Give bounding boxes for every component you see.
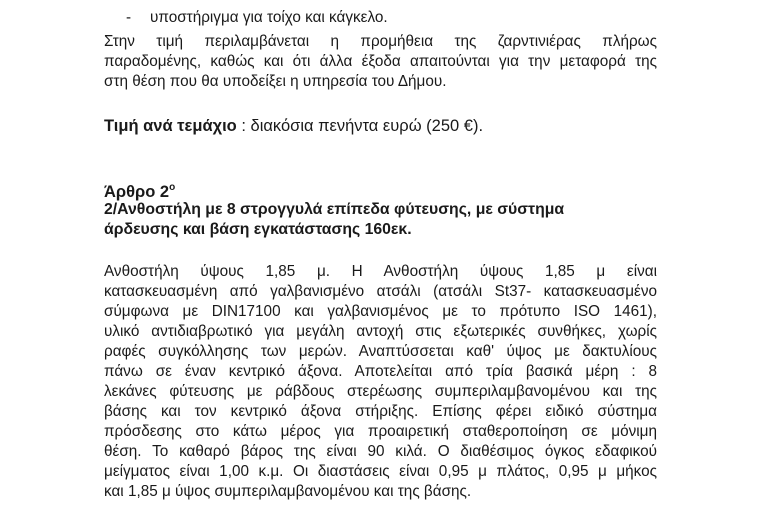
- description-line-12: και 1,85 μ ύψος συμπεριλαμβανομένου και της βάσης.: [104, 483, 472, 500]
- article-heading: [104, 178, 175, 202]
- description-line-6: πάνω σε έναν κεντρικό άξονα. Αποτελείται από τρία βασικά μέρη : 8: [104, 363, 657, 380]
- description-line-7: λεκάνες φύτευσης με ράβδους στερέωσης συμπεριλαμβανομένου και της: [104, 383, 657, 400]
- article-title-line-1: 2/Ανθοστήλη με 8 στρογγυλά επίπεδα φύτευσης, με σύστημα: [104, 201, 565, 218]
- description-line-9: πρόσδεσης στο κάτω μέρος για προαιρετική σταθεροποίηση σε μόνιμη: [104, 423, 657, 440]
- unit-price-value: : διακόσια πενήντα ευρώ (250 €).: [236, 117, 484, 135]
- description-line-10: θέση. Το καθαρό βάρος της είναι 90 κιλά. Ο διαθέσιμος όγκος εδαφικού: [104, 443, 657, 460]
- article-heading-text: Άρθρο 2: [104, 183, 170, 201]
- bullet-mark: -: [126, 9, 132, 26]
- description-line-1: Ανθοστήλη ύψους 1,85 μ. Η Ανθοστήλη ύψους 1,85 μ είναι: [104, 263, 657, 280]
- price-intro-line-2: παραδομένης, καθώς και ότι άλλα έξοδα απαιτούνται για την μεταφορά της: [104, 53, 657, 70]
- price-intro-line-1: Στην τιμή περιλαμβάνεται η προμήθεια της ζαρντινιέρας πλήρως: [104, 33, 657, 50]
- description-line-5: ραφές συγκόλλησης των μερών. Αναπτύσσεται καθ' ύψος με δακτυλίους: [104, 343, 657, 360]
- description-line-4: υλικό αντιδιαβρωτικό για μεγάλη αντοχή στις εξωτερικές συνθήκες, χωρίς: [104, 323, 657, 340]
- unit-price-label: Τιμή ανά τεμάχιο: [104, 117, 237, 135]
- description-line-3: σύμφωνα με DIN17100 και γαλβανισμένος με το πρότυπο ISO 1461),: [104, 303, 657, 320]
- price-intro-line-3: στη θέση που θα υποδείξει η υπηρεσία του Δήμου.: [104, 73, 447, 90]
- bullet-text: υποστήριγμα για τοίχο και κάγκελο.: [150, 9, 388, 26]
- article-title-line-2: άρδευσης και βάση εγκατάστασης 160εκ.: [104, 221, 412, 238]
- description-line-8: βάσης και τον κεντρικό άξονα στήριξης. Επίσης φέρει ειδικό σύστημα: [104, 403, 657, 420]
- article-heading-superscript: ο: [169, 182, 176, 193]
- unit-price: [104, 116, 483, 136]
- description-line-2: κατασκευασμένη από γαλβανισμένο ατσάλι (ατσάλι St37- κατασκευασμένο: [104, 283, 657, 300]
- description-line-11: μείγματος είναι 1,00 κ.μ. Οι διαστάσεις είναι 0,95 μ πλάτος, 0,95 μ μήκος: [104, 463, 657, 480]
